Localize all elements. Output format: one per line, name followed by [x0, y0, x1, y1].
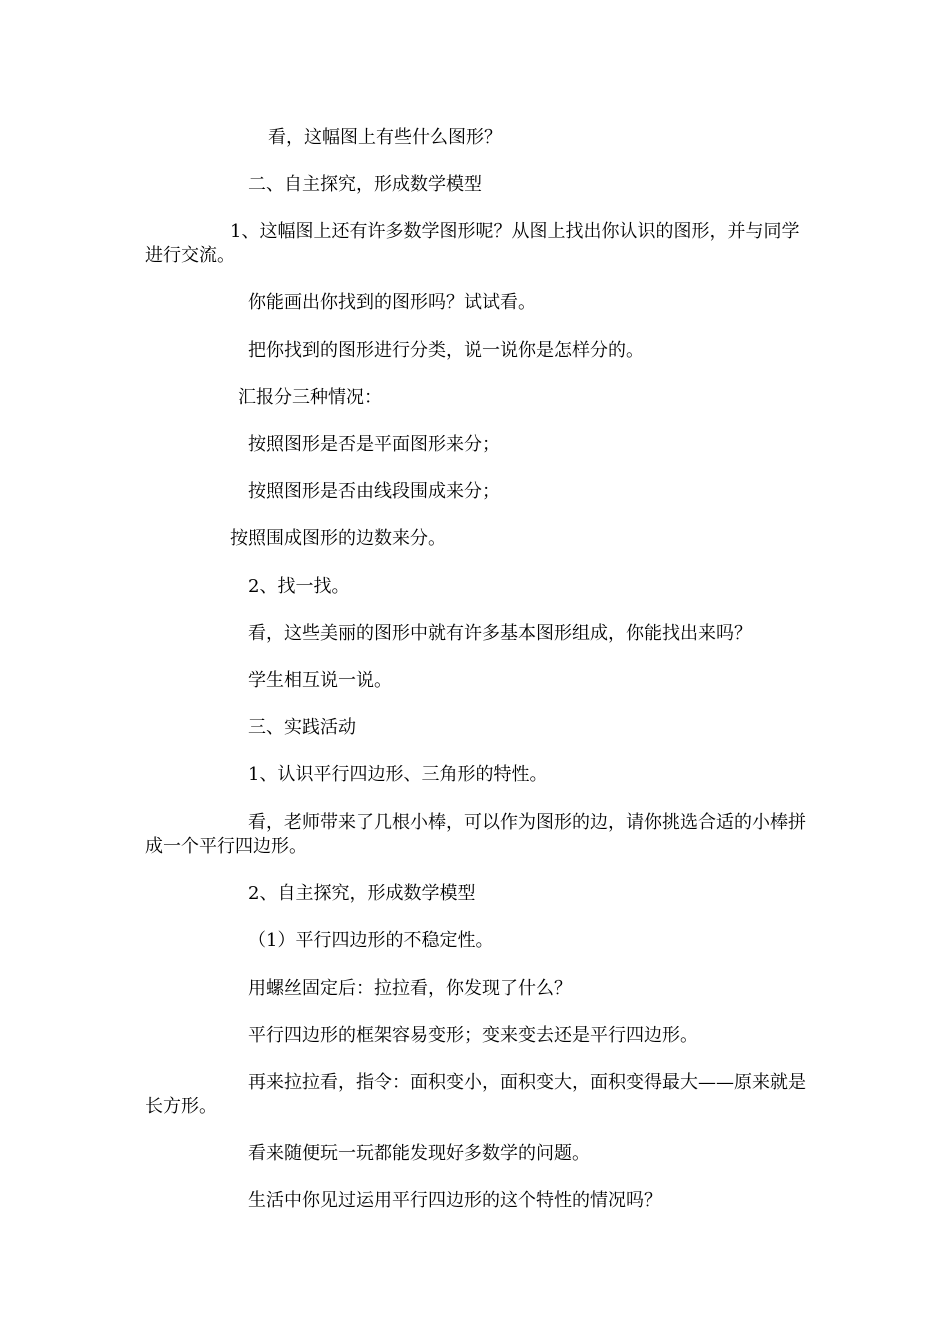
paragraph-7: 按照图形是否是平面图形来分；	[248, 434, 500, 455]
paragraph-20: 再来拉拉看，指令：面积变小，面积变大，面积变得最大——原来就是长方形。	[145, 1072, 806, 1117]
paragraph-4: 你能画出你找到的图形吗？试试看。	[248, 292, 536, 313]
paragraph-12: 学生相互说一说。	[248, 670, 392, 691]
paragraph-16: 2、自主探究，形成数学模型	[248, 883, 476, 904]
paragraph-21: 看来随便玩一玩都能发现好多数学的问题。	[248, 1143, 590, 1164]
paragraph-5: 把你找到的图形进行分类，说一说你是怎样分的。	[248, 340, 644, 361]
paragraph-14: 1、认识平行四边形、三角形的特性。	[248, 764, 548, 785]
paragraph-section-3-heading: 三、实践活动	[248, 717, 356, 738]
paragraph-9: 按照围成图形的边数来分。	[230, 528, 446, 549]
paragraph-17: （1）平行四边形的不稳定性。	[248, 930, 494, 951]
paragraph-15: 看，老师带来了几根小棒，可以作为图形的边，请你挑选合适的小棒拼成一个平行四边形。	[145, 812, 806, 857]
paragraph-18: 用螺丝固定后：拉拉看，你发现了什么？	[248, 978, 572, 999]
paragraph-22: 生活中你见过运用平行四边形的这个特性的情况吗？	[248, 1190, 662, 1211]
paragraph-section-2-heading: 二、自主探究，形成数学模型	[248, 174, 482, 195]
paragraph-10: 2、找一找。	[248, 576, 350, 597]
paragraph-3: 1、这幅图上还有许多数学图形呢？从图上找出你认识的图形，并与同学进行交流。	[145, 221, 800, 266]
paragraph-1: 看，这幅图上有些什么图形？	[268, 127, 502, 148]
paragraph-19: 平行四边形的框架容易变形；变来变去还是平行四边形。	[248, 1025, 698, 1046]
paragraph-11: 看，这些美丽的图形中就有许多基本图形组成，你能找出来吗？	[248, 623, 752, 644]
paragraph-8: 按照图形是否由线段围成来分；	[248, 481, 500, 502]
paragraph-6: 汇报分三种情况：	[238, 387, 382, 408]
